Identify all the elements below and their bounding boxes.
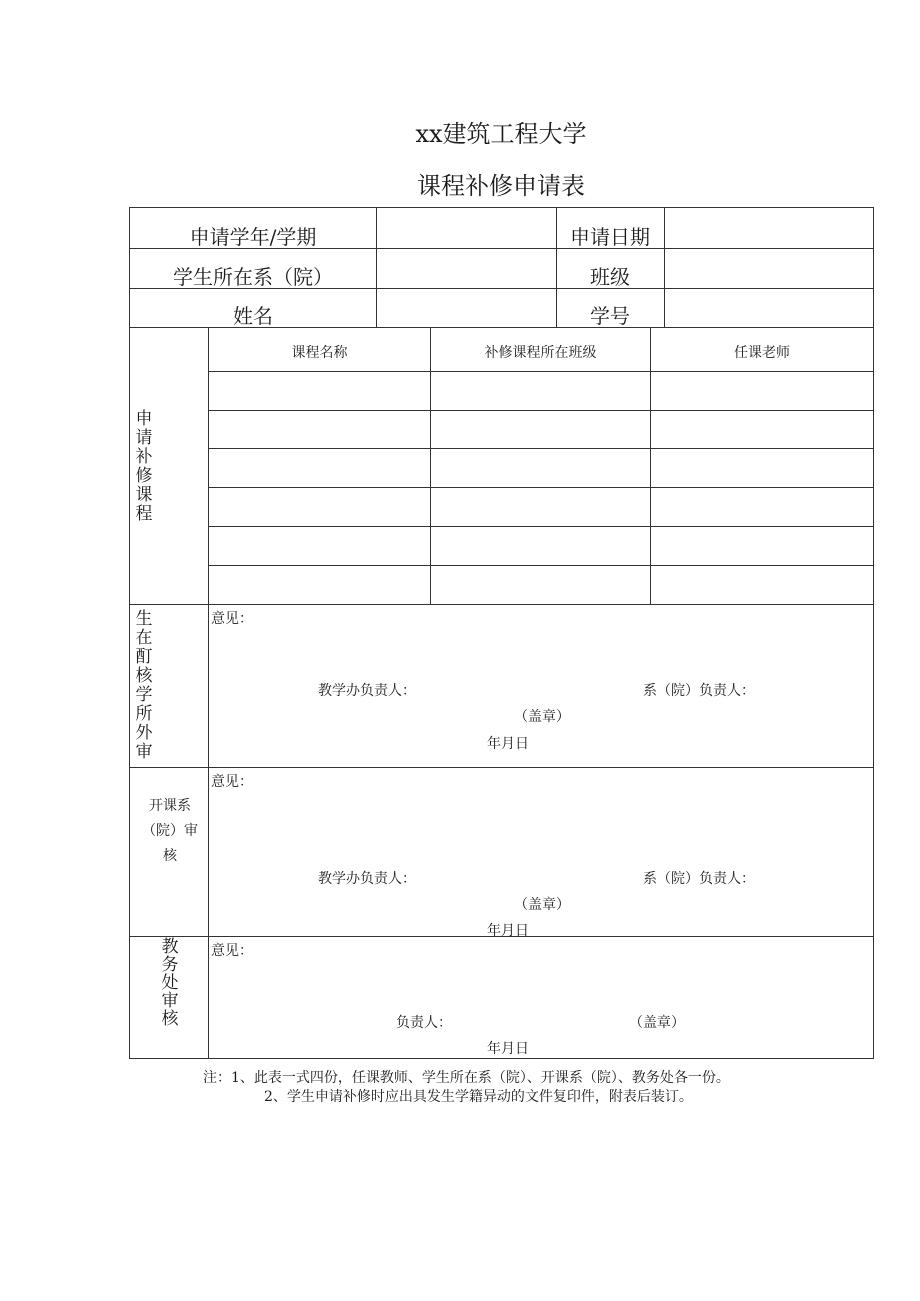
review1-office-head: 教学办负责人： bbox=[318, 683, 416, 699]
apply-date-label: 申请日期 bbox=[570, 225, 650, 249]
review2-seal: （盖章） bbox=[514, 897, 570, 913]
review3-head: 负责人： bbox=[396, 1015, 452, 1031]
review2-dept-head: 系（院）负责人： bbox=[643, 871, 755, 887]
name-field[interactable] bbox=[377, 289, 556, 327]
review1-dept-head: 系（院）负责人： bbox=[643, 683, 755, 699]
review1-section-label: 生在酊核学所外审 bbox=[135, 609, 153, 762]
row-divider bbox=[130, 767, 873, 768]
application-form bbox=[129, 207, 874, 1059]
class-field[interactable] bbox=[665, 249, 873, 288]
review2-date: 年月日 bbox=[487, 923, 529, 939]
col-course-class: 补修课程所在班级 bbox=[484, 345, 597, 361]
review1-seal: （盖章） bbox=[514, 709, 570, 725]
dept-label: 学生所在系（院） bbox=[173, 265, 333, 289]
dept-field[interactable] bbox=[377, 249, 556, 288]
name-label: 姓名 bbox=[233, 304, 273, 328]
review2-section-label: 开课系（院）审核 bbox=[142, 798, 198, 864]
col-course-name: 课程名称 bbox=[291, 345, 348, 361]
review2-opinion-label: 意见： bbox=[211, 774, 253, 790]
class-label: 班级 bbox=[590, 265, 630, 289]
review1-date: 年月日 bbox=[487, 736, 529, 752]
review1-opinion-label: 意见： bbox=[211, 611, 253, 627]
course-rows[interactable] bbox=[209, 372, 873, 604]
review3-seal: （盖章） bbox=[629, 1015, 685, 1031]
year-term-field[interactable] bbox=[377, 209, 556, 248]
form-title: 课程补修申请表 bbox=[417, 172, 585, 200]
review3-date: 年月日 bbox=[487, 1041, 529, 1057]
student-id-field[interactable] bbox=[665, 289, 873, 327]
review3-section-label: 教务处审核 bbox=[161, 937, 179, 1029]
courses-section-label: 申请补修课程 bbox=[135, 409, 153, 524]
year-term-label: 申请学年/学期 bbox=[189, 225, 317, 249]
university-name: xx建筑工程大学 bbox=[415, 120, 587, 148]
review3-opinion-label: 意见： bbox=[211, 943, 253, 959]
col-teacher: 任课老师 bbox=[734, 345, 790, 361]
student-id-label: 学号 bbox=[590, 304, 630, 328]
note-line-2: 2、学生申请补修时应出具发生学籍异动的文件复印件，附表后装订。 bbox=[264, 1089, 693, 1105]
apply-date-field[interactable] bbox=[665, 209, 873, 248]
row-divider bbox=[130, 604, 873, 605]
note-line-1: 注：1、此表一式四份，任课教师、学生所在系（院）、开课系（院）、教务处各一份。 bbox=[203, 1070, 730, 1086]
review2-office-head: 教学办负责人： bbox=[318, 871, 416, 887]
